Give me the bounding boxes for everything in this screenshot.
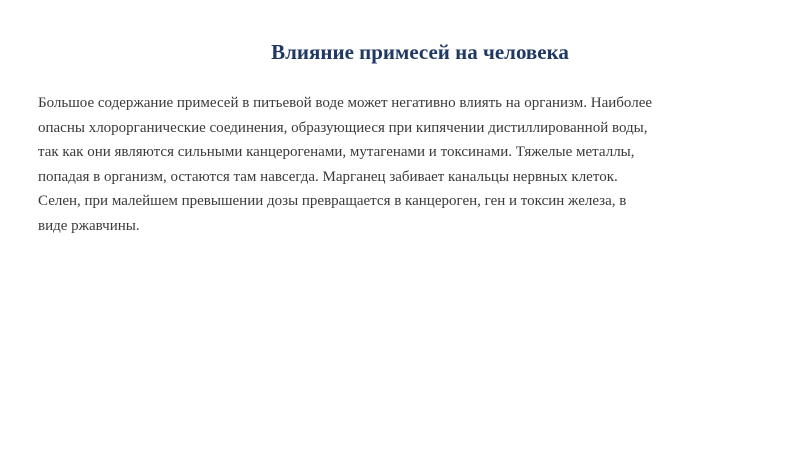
body-line: Селен, при малейшем превышении дозы превращается в канцероген, ген и токсин железа, в (38, 193, 627, 209)
body-line: Большое содержание примесей в питьевой воде может негативно влиять на организм. Наиболее (38, 95, 653, 111)
slide-title: Влияние примесей на человека (271, 40, 569, 64)
body-line: виде ржавчины. (38, 217, 140, 234)
body-line: попадая в организм, остаются там навсегда. Марганец забивает канальцы нервных клеток. (38, 168, 618, 185)
slide-body-text (38, 91, 778, 238)
body-line: так как они являются сильными канцерогенами, мутагенами и токсинами. Тяжелые металлы, (38, 144, 635, 160)
body-line: опасны хлорорганические соединения, образующиеся при кипячении дистиллированной воды, (38, 119, 648, 136)
